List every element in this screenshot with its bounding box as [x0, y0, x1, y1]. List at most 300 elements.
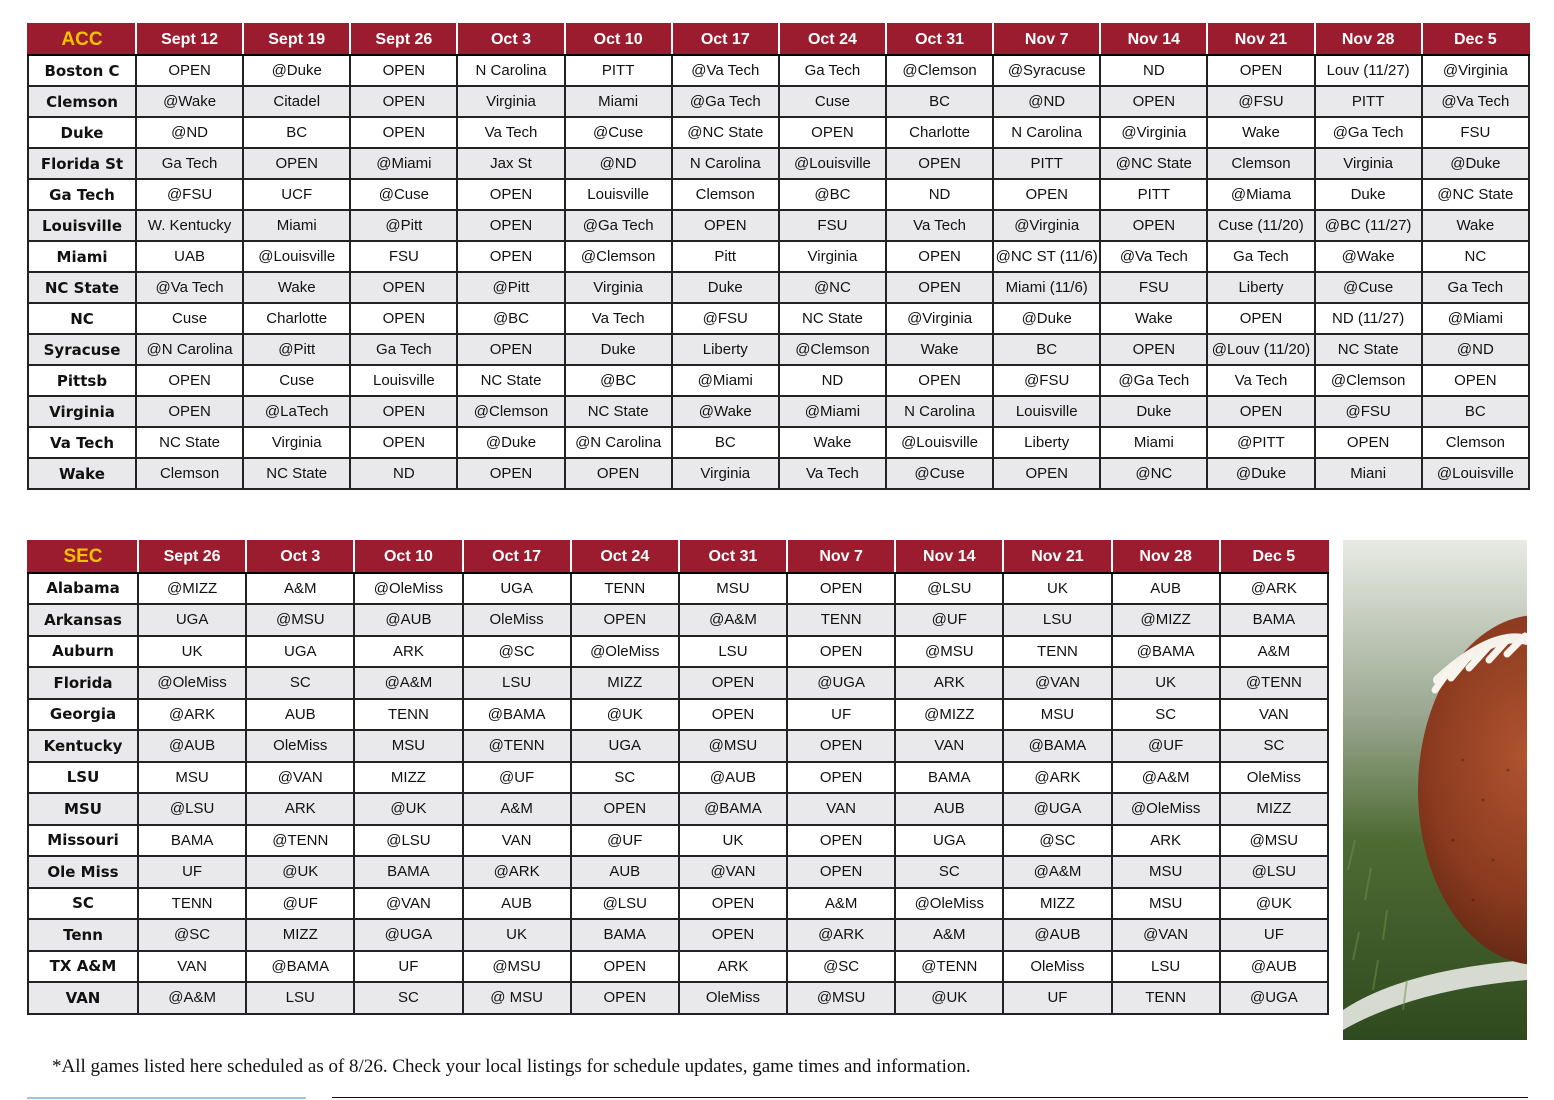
game-cell: A&M — [895, 919, 1003, 951]
game-cell: LSU — [246, 982, 354, 1014]
game-cell: @Clemson — [565, 241, 672, 272]
game-cell: @N Carolina — [565, 427, 672, 458]
team-row — [28, 117, 1529, 148]
game-cell: BC — [993, 334, 1100, 365]
game-cell: FSU — [350, 241, 457, 272]
team-name: Pittsb — [28, 365, 136, 396]
game-cell: @TENN — [1220, 667, 1328, 699]
game-cell: @A&M — [1003, 856, 1111, 888]
game-cell: @Va Tech — [672, 55, 779, 86]
game-cell: Wake — [243, 272, 350, 303]
game-cell: Virginia — [1315, 148, 1422, 179]
game-cell: LSU — [679, 636, 787, 668]
game-cell: Miani — [1315, 458, 1422, 489]
game-cell: OPEN — [457, 179, 564, 210]
game-cell: @LSU — [571, 888, 679, 920]
team-name: Missouri — [28, 825, 138, 857]
game-cell: ND — [1100, 55, 1207, 86]
game-cell: @Wake — [136, 86, 243, 117]
team-name: Tenn — [28, 919, 138, 951]
team-row — [28, 888, 1328, 920]
game-cell: Wake — [886, 334, 993, 365]
game-cell: Pitt — [672, 241, 779, 272]
game-cell: @LSU — [138, 793, 246, 825]
game-cell: MIZZ — [571, 667, 679, 699]
game-cell: OPEN — [1207, 55, 1314, 86]
team-row — [28, 636, 1328, 668]
game-cell: @LSU — [354, 825, 462, 857]
week-header: Nov 21 — [1003, 541, 1111, 573]
game-cell: AUB — [246, 699, 354, 731]
game-cell: @Ga Tech — [565, 210, 672, 241]
game-cell: Cuse — [779, 86, 886, 117]
game-cell: Clemson — [136, 458, 243, 489]
team-row — [28, 793, 1328, 825]
team-name: MSU — [28, 793, 138, 825]
game-cell: @UK — [571, 699, 679, 731]
game-cell: ARK — [679, 951, 787, 983]
game-cell: SC — [895, 856, 1003, 888]
week-header: Sept 12 — [136, 24, 243, 55]
game-cell: @Miami — [779, 396, 886, 427]
game-cell: @Va Tech — [1100, 241, 1207, 272]
game-cell: MIZZ — [1220, 793, 1328, 825]
game-cell: @VAN — [1112, 919, 1220, 951]
game-cell: OPEN — [571, 793, 679, 825]
game-cell: @NC State — [1422, 179, 1529, 210]
game-cell: @UGA — [787, 667, 895, 699]
team-row — [28, 730, 1328, 762]
game-cell: Wake — [1207, 117, 1314, 148]
game-cell: @UF — [246, 888, 354, 920]
team-row — [28, 919, 1328, 951]
game-cell: Miami (11/6) — [993, 272, 1100, 303]
game-cell: Ga Tech — [1422, 272, 1529, 303]
game-cell: Louisville — [350, 365, 457, 396]
game-cell: FSU — [779, 210, 886, 241]
game-cell: NC State — [243, 458, 350, 489]
team-name: SC — [28, 888, 138, 920]
game-cell: Cuse (11/20) — [1207, 210, 1314, 241]
game-cell: BC — [672, 427, 779, 458]
game-cell: @Duke — [1422, 148, 1529, 179]
game-cell: @UF — [463, 762, 571, 794]
team-name: VAN — [28, 982, 138, 1014]
game-cell: TENN — [571, 573, 679, 605]
game-cell: @MIZZ — [138, 573, 246, 605]
team-name: NC — [28, 303, 136, 334]
game-cell: Va Tech — [565, 303, 672, 334]
game-cell: @BAMA — [1112, 636, 1220, 668]
sec-header — [28, 541, 1328, 573]
team-name: Boston C — [28, 55, 136, 86]
game-cell: BAMA — [1220, 604, 1328, 636]
week-header: Nov 14 — [1100, 24, 1207, 55]
game-cell: OPEN — [350, 55, 457, 86]
team-name: Auburn — [28, 636, 138, 668]
week-header: Nov 7 — [787, 541, 895, 573]
sec-conference-label: SEC — [28, 541, 138, 573]
game-cell: Ga Tech — [350, 334, 457, 365]
game-cell: @OleMiss — [1112, 793, 1220, 825]
game-cell: @Ga Tech — [1100, 365, 1207, 396]
game-cell: @ARK — [138, 699, 246, 731]
game-cell: OPEN — [787, 856, 895, 888]
game-cell: OPEN — [679, 888, 787, 920]
game-cell: Liberty — [1207, 272, 1314, 303]
sec-body — [28, 573, 1328, 1014]
game-cell: OPEN — [886, 241, 993, 272]
game-cell: Miami — [243, 210, 350, 241]
game-cell: @FSU — [1315, 396, 1422, 427]
game-cell: @UF — [571, 825, 679, 857]
game-cell: @TENN — [895, 951, 1003, 983]
team-row — [28, 179, 1529, 210]
game-cell: OPEN — [679, 919, 787, 951]
game-cell: UAB — [136, 241, 243, 272]
game-cell: @Va Tech — [1422, 86, 1529, 117]
game-cell: @UGA — [354, 919, 462, 951]
game-cell: OPEN — [1100, 334, 1207, 365]
game-cell: ARK — [246, 793, 354, 825]
game-cell: @BC — [779, 179, 886, 210]
game-cell: @Miami — [672, 365, 779, 396]
game-cell: OPEN — [779, 117, 886, 148]
team-name: Florida St — [28, 148, 136, 179]
game-cell: BC — [243, 117, 350, 148]
game-cell: @Cuse — [1315, 272, 1422, 303]
team-name: Duke — [28, 117, 136, 148]
game-cell: @Duke — [457, 427, 564, 458]
game-cell: @SC — [1003, 825, 1111, 857]
game-cell: UK — [138, 636, 246, 668]
game-cell: @AUB — [138, 730, 246, 762]
game-cell: @Virginia — [886, 303, 993, 334]
game-cell: @Cuse — [350, 179, 457, 210]
game-cell: @LSU — [1220, 856, 1328, 888]
game-cell: MSU — [1112, 856, 1220, 888]
game-cell: OPEN — [886, 148, 993, 179]
team-row — [28, 148, 1529, 179]
game-cell: Va Tech — [779, 458, 886, 489]
sec-schedule-table — [27, 540, 1329, 1015]
game-cell: @Wake — [672, 396, 779, 427]
acc-body — [28, 55, 1529, 489]
team-row — [28, 458, 1529, 489]
game-cell: @AUB — [679, 762, 787, 794]
week-header: Oct 3 — [457, 24, 564, 55]
game-cell: @Clemson — [779, 334, 886, 365]
game-cell: @MIZZ — [895, 699, 1003, 731]
game-cell: NC State — [457, 365, 564, 396]
game-cell: PITT — [1100, 179, 1207, 210]
game-cell: OleMiss — [246, 730, 354, 762]
week-header: Dec 5 — [1422, 24, 1529, 55]
game-cell: UF — [354, 951, 462, 983]
game-cell: BAMA — [895, 762, 1003, 794]
game-cell: OPEN — [136, 55, 243, 86]
game-cell: @ARK — [787, 919, 895, 951]
game-cell: PITT — [1315, 86, 1422, 117]
game-cell: UGA — [463, 573, 571, 605]
game-cell: OleMiss — [463, 604, 571, 636]
game-cell: Va Tech — [457, 117, 564, 148]
game-cell: @Pitt — [457, 272, 564, 303]
team-row — [28, 982, 1328, 1014]
team-name: Kentucky — [28, 730, 138, 762]
team-row — [28, 241, 1529, 272]
game-cell: UGA — [138, 604, 246, 636]
game-cell: N Carolina — [886, 396, 993, 427]
game-cell: FSU — [1422, 117, 1529, 148]
team-row — [28, 427, 1529, 458]
game-cell: @AUB — [354, 604, 462, 636]
game-cell: VAN — [1220, 699, 1328, 731]
game-cell: @NC State — [672, 117, 779, 148]
game-cell: @OleMiss — [354, 573, 462, 605]
game-cell: OPEN — [886, 272, 993, 303]
game-cell: TENN — [1003, 636, 1111, 668]
game-cell: @MSU — [787, 982, 895, 1014]
game-cell: OPEN — [679, 667, 787, 699]
team-row — [28, 303, 1529, 334]
game-cell: TENN — [1112, 982, 1220, 1014]
game-cell: @PITT — [1207, 427, 1314, 458]
footer-rule-left — [27, 1097, 306, 1099]
game-cell: UF — [138, 856, 246, 888]
game-cell: W. Kentucky — [136, 210, 243, 241]
week-header: Oct 24 — [779, 24, 886, 55]
football-image — [1343, 540, 1527, 1040]
week-header: Oct 31 — [886, 24, 993, 55]
game-cell: OPEN — [1207, 396, 1314, 427]
game-cell: @ARK — [1003, 762, 1111, 794]
game-cell: OPEN — [350, 86, 457, 117]
game-cell: OPEN — [571, 982, 679, 1014]
game-cell: @BAMA — [679, 793, 787, 825]
team-row — [28, 55, 1529, 86]
week-header: Oct 31 — [679, 541, 787, 573]
game-cell: TENN — [354, 699, 462, 731]
game-cell: @NC ST (11/6) — [993, 241, 1100, 272]
game-cell: Duke — [565, 334, 672, 365]
game-cell: Miami — [565, 86, 672, 117]
game-cell: Liberty — [993, 427, 1100, 458]
game-cell: Virginia — [779, 241, 886, 272]
game-cell: Duke — [1315, 179, 1422, 210]
game-cell: ND — [886, 179, 993, 210]
game-cell: A&M — [463, 793, 571, 825]
game-cell: N Carolina — [672, 148, 779, 179]
game-cell: @Clemson — [457, 396, 564, 427]
game-cell: @UK — [246, 856, 354, 888]
game-cell: @Cuse — [565, 117, 672, 148]
game-cell: Miami — [1100, 427, 1207, 458]
game-cell: PITT — [565, 55, 672, 86]
team-name: Syracuse — [28, 334, 136, 365]
game-cell: N Carolina — [993, 117, 1100, 148]
game-cell: @BC — [457, 303, 564, 334]
game-cell: MIZZ — [1003, 888, 1111, 920]
game-cell: OPEN — [350, 303, 457, 334]
game-cell: MSU — [354, 730, 462, 762]
game-cell: Ga Tech — [1207, 241, 1314, 272]
game-cell: OPEN — [787, 762, 895, 794]
game-cell: @ND — [136, 117, 243, 148]
week-header: Dec 5 — [1220, 541, 1328, 573]
game-cell: @BC (11/27) — [1315, 210, 1422, 241]
game-cell: Wake — [779, 427, 886, 458]
week-header: Nov 14 — [895, 541, 1003, 573]
acc-header — [28, 24, 1529, 55]
game-cell: OPEN — [787, 636, 895, 668]
game-cell: @NC — [1100, 458, 1207, 489]
week-header: Sept 26 — [350, 24, 457, 55]
game-cell: OleMiss — [1220, 762, 1328, 794]
game-cell: NC — [1422, 241, 1529, 272]
game-cell: UK — [1112, 667, 1220, 699]
game-cell: Charlotte — [886, 117, 993, 148]
game-cell: @Miami — [1422, 303, 1529, 334]
game-cell: NC State — [136, 427, 243, 458]
game-cell: @AUB — [1220, 951, 1328, 983]
game-cell: Va Tech — [886, 210, 993, 241]
game-cell: @Duke — [1207, 458, 1314, 489]
game-cell: A&M — [246, 573, 354, 605]
game-cell: @FSU — [993, 365, 1100, 396]
game-cell: @Miama — [1207, 179, 1314, 210]
game-cell: @Virginia — [993, 210, 1100, 241]
game-cell: @NC State — [1100, 148, 1207, 179]
game-cell: OPEN — [679, 699, 787, 731]
acc-schedule-table — [27, 23, 1530, 490]
game-cell: @SC — [787, 951, 895, 983]
game-cell: NC State — [779, 303, 886, 334]
game-cell: OPEN — [457, 210, 564, 241]
game-cell: A&M — [787, 888, 895, 920]
game-cell: OPEN — [457, 241, 564, 272]
game-cell: MSU — [679, 573, 787, 605]
game-cell: UK — [679, 825, 787, 857]
acc-conference-label: ACC — [28, 24, 136, 55]
team-row — [28, 667, 1328, 699]
game-cell: FSU — [1100, 272, 1207, 303]
week-header: Oct 24 — [571, 541, 679, 573]
football-photo — [1343, 540, 1527, 1040]
game-cell: Louv (11/27) — [1315, 55, 1422, 86]
game-cell: @Louisville — [243, 241, 350, 272]
game-cell: @Clemson — [886, 55, 993, 86]
game-cell: @A&M — [679, 604, 787, 636]
footer-rule-right — [332, 1097, 1528, 1098]
team-row — [28, 951, 1328, 983]
team-row — [28, 762, 1328, 794]
game-cell: Ga Tech — [779, 55, 886, 86]
game-cell: UF — [1003, 982, 1111, 1014]
game-cell: @ND — [993, 86, 1100, 117]
game-cell: @OleMiss — [138, 667, 246, 699]
game-cell: OPEN — [565, 458, 672, 489]
team-name: TX A&M — [28, 951, 138, 983]
game-cell: @OleMiss — [571, 636, 679, 668]
game-cell: LSU — [1003, 604, 1111, 636]
game-cell: Jax St — [457, 148, 564, 179]
game-cell: UF — [1220, 919, 1328, 951]
game-cell: NC State — [1315, 334, 1422, 365]
game-cell: @Duke — [243, 55, 350, 86]
game-cell: @BC — [565, 365, 672, 396]
game-cell: @ MSU — [463, 982, 571, 1014]
week-header: Oct 10 — [354, 541, 462, 573]
game-cell: OPEN — [787, 730, 895, 762]
game-cell: VAN — [463, 825, 571, 857]
game-cell: PITT — [993, 148, 1100, 179]
game-cell: OleMiss — [679, 982, 787, 1014]
team-row — [28, 699, 1328, 731]
game-cell: @SC — [138, 919, 246, 951]
game-cell: @TENN — [463, 730, 571, 762]
game-cell: OPEN — [1100, 86, 1207, 117]
game-cell: ARK — [1112, 825, 1220, 857]
game-cell: @ND — [565, 148, 672, 179]
game-cell: OPEN — [993, 179, 1100, 210]
game-cell: @Louisville — [886, 427, 993, 458]
game-cell: OPEN — [350, 427, 457, 458]
team-row — [28, 604, 1328, 636]
game-cell: @Louisville — [1422, 458, 1529, 489]
game-cell: @MSU — [463, 951, 571, 983]
game-cell: Virginia — [457, 86, 564, 117]
game-cell: @BAMA — [463, 699, 571, 731]
game-cell: OPEN — [457, 334, 564, 365]
game-cell: LSU — [1112, 951, 1220, 983]
game-cell: @MSU — [246, 604, 354, 636]
game-cell: Duke — [672, 272, 779, 303]
game-cell: ARK — [895, 667, 1003, 699]
game-cell: @UK — [354, 793, 462, 825]
game-cell: MSU — [138, 762, 246, 794]
game-cell: @Wake — [1315, 241, 1422, 272]
week-header: Nov 28 — [1112, 541, 1220, 573]
game-cell: @FSU — [672, 303, 779, 334]
game-cell: OPEN — [1422, 365, 1529, 396]
game-cell: Cuse — [136, 303, 243, 334]
game-cell: LSU — [463, 667, 571, 699]
game-cell: @A&M — [354, 667, 462, 699]
game-cell: @ARK — [463, 856, 571, 888]
game-cell: @UK — [895, 982, 1003, 1014]
game-cell: @MSU — [1220, 825, 1328, 857]
game-cell: N Carolina — [457, 55, 564, 86]
game-cell: SC — [246, 667, 354, 699]
game-cell: @FSU — [1207, 86, 1314, 117]
game-cell: Virginia — [672, 458, 779, 489]
game-cell: @UGA — [1003, 793, 1111, 825]
game-cell: UGA — [246, 636, 354, 668]
game-cell: BAMA — [138, 825, 246, 857]
game-cell: @LaTech — [243, 396, 350, 427]
game-cell: @VAN — [246, 762, 354, 794]
team-name: Miami — [28, 241, 136, 272]
game-cell: OPEN — [136, 365, 243, 396]
game-cell: UGA — [895, 825, 1003, 857]
game-cell: Virginia — [565, 272, 672, 303]
game-cell: @MSU — [679, 730, 787, 762]
game-cell: BC — [1422, 396, 1529, 427]
team-name: Va Tech — [28, 427, 136, 458]
game-cell: OPEN — [787, 825, 895, 857]
game-cell: @Cuse — [886, 458, 993, 489]
